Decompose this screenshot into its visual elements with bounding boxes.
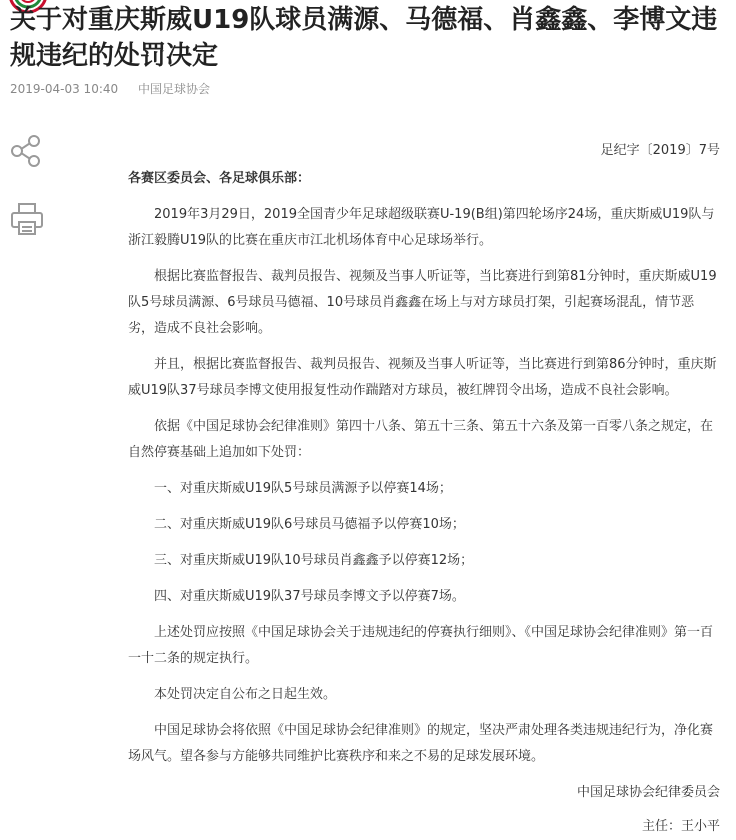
share-icon <box>10 134 44 168</box>
editor-credit: 主任：王小平 <box>641 819 720 834</box>
publish-date: 2019-04-03 10:40 <box>10 82 119 96</box>
article-meta <box>10 80 210 97</box>
body-paragraph: 中国足球协会将依照《中国足球协会纪律准则》的规定，坚决严肃处理各类违规违纪行为，净化赛场风气。望各参与方能够共同维护比赛秩序和来之不易的足球发展环境。 <box>128 723 714 764</box>
signature: 中国足球协会纪律委员会 <box>576 785 720 800</box>
article-body <box>128 138 720 840</box>
penalty-item: 四、对重庆斯威U19队37号球员李博文予以停赛7场。 <box>154 589 465 604</box>
body-paragraph: 并且，根据比赛监督报告、裁判员报告、视频及当事人听证等，当比赛进行到第86分钟时，重庆斯威U19队37号球员李博文使用报复性动作踹踏对方球员，被红牌罚令出场，造成不良社会影响。 <box>128 357 717 398</box>
body-paragraph: 上述处罚应按照《中国足球协会关于违规违纪的停赛执行细则》、《中国足球协会纪律准则》第一百一十二条的规定执行。 <box>128 625 714 666</box>
article-source: 中国足球协会 <box>137 82 210 96</box>
penalty-item: 三、对重庆斯威U19队10号球员肖鑫鑫予以停赛12场； <box>154 553 474 568</box>
print-icon <box>10 202 44 236</box>
document-number: 足纪字〔2019〕7号 <box>600 143 720 158</box>
body-paragraph: 根据比赛监督报告、裁判员报告、视频及当事人听证等，当比赛进行到第81分钟时，重庆斯威U19队5号球员满源、6号球员马德福、10号球员肖鑫鑫在场上与对方球员打架，引起赛场混乱，情节恶劣，造成不良社会影响。 <box>128 269 717 336</box>
body-paragraph: 2019年3月29日，2019全国青少年足球超级联赛U-19(B组)第四轮场序24场，重庆斯威U19队与浙江毅腾U19队的比赛在重庆市江北机场体育中心足球场举行。 <box>128 207 715 248</box>
penalty-item: 一、对重庆斯威U19队5号球员满源予以停赛14场； <box>154 481 452 496</box>
body-paragraph: 本处罚决定自公布之日起生效。 <box>154 687 337 702</box>
greeting: 各赛区委员会、各足球俱乐部： <box>128 171 311 186</box>
article-tools <box>10 134 46 270</box>
penalty-item: 二、对重庆斯威U19队6号球员马德福予以停赛10场； <box>154 517 465 532</box>
page-title: 关于对重庆斯威U19队球员满源、马德福、肖鑫鑫、李博文违规违纪的处罚决定 <box>10 5 718 71</box>
share-button[interactable] <box>10 134 44 168</box>
print-button[interactable] <box>10 202 44 236</box>
body-paragraph: 依据《中国足球协会纪律准则》第四十八条、第五十三条、第五十六条及第一百零八条之规定，在自然停赛基础上追加如下处罚： <box>128 419 714 460</box>
